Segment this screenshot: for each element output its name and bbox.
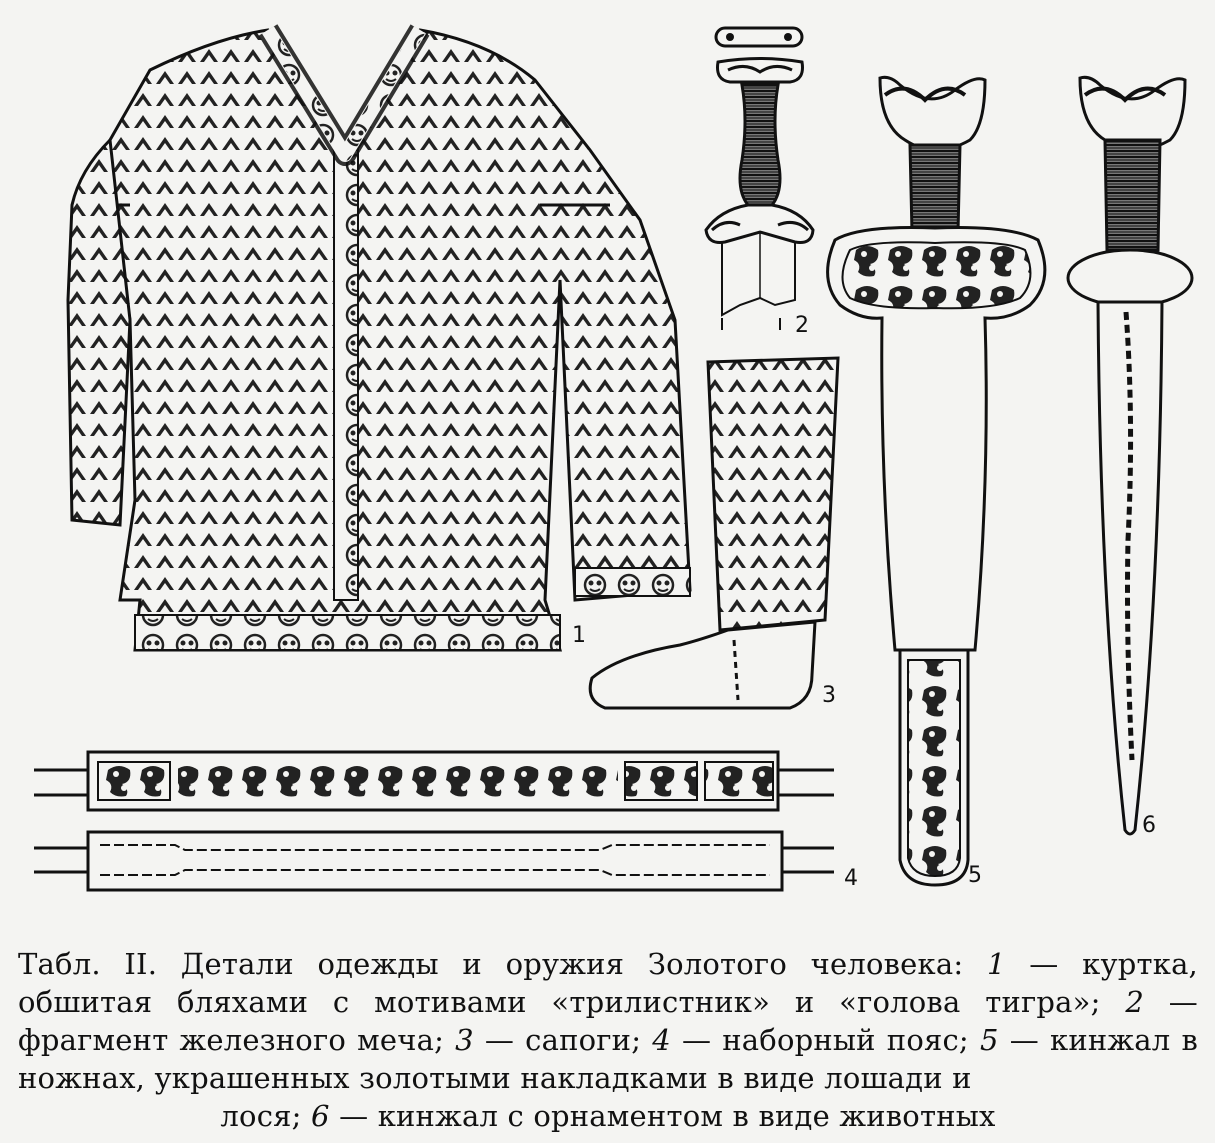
caption-text-1: — куртка, обшитая бляхами с мотивами «трилистник» и «голова тигра»; — [18, 947, 1198, 1019]
caption-last-a: лося; — [220, 1099, 312, 1133]
caption-num-3: 3 — [455, 1023, 474, 1057]
figure-label-6: 6 — [1142, 813, 1156, 838]
dagger-figure — [1068, 77, 1192, 838]
figure-label-1: 1 — [572, 623, 586, 648]
caption-last-b: — кинжал с орнаментом в виде животных — [329, 1099, 996, 1133]
dagger-sheath-figure — [828, 77, 1045, 888]
caption-text-4: — наборный пояс; — [670, 1023, 980, 1057]
plate-caption — [18, 945, 1198, 1135]
caption-num-2: 2 — [1125, 985, 1145, 1019]
caption-prefix: Табл. II. Детали одежды и оружия Золотого человека: — [18, 947, 987, 981]
jacket-figure — [68, 30, 690, 650]
caption-num-6: 6 — [311, 1099, 330, 1133]
figure-label-5: 5 — [968, 863, 982, 888]
belt-figure — [34, 752, 858, 891]
caption-last-line — [18, 1097, 1198, 1135]
sword-fragment-figure — [706, 28, 813, 338]
caption-text-5: — кинжал в ножнах, украшенных золотыми накладками в виде лошади и — [18, 1023, 1198, 1095]
caption-num-1: 1 — [986, 947, 1006, 981]
caption-text-2: — фрагмент железного меча; — [18, 985, 1199, 1057]
figure-label-4: 4 — [844, 866, 858, 891]
figure-label-3: 3 — [822, 683, 836, 708]
figure-label-2: 2 — [795, 313, 809, 338]
caption-text-3: — сапоги; — [473, 1023, 653, 1057]
caption-num-5: 5 — [979, 1023, 999, 1057]
caption-num-4: 4 — [652, 1023, 671, 1057]
